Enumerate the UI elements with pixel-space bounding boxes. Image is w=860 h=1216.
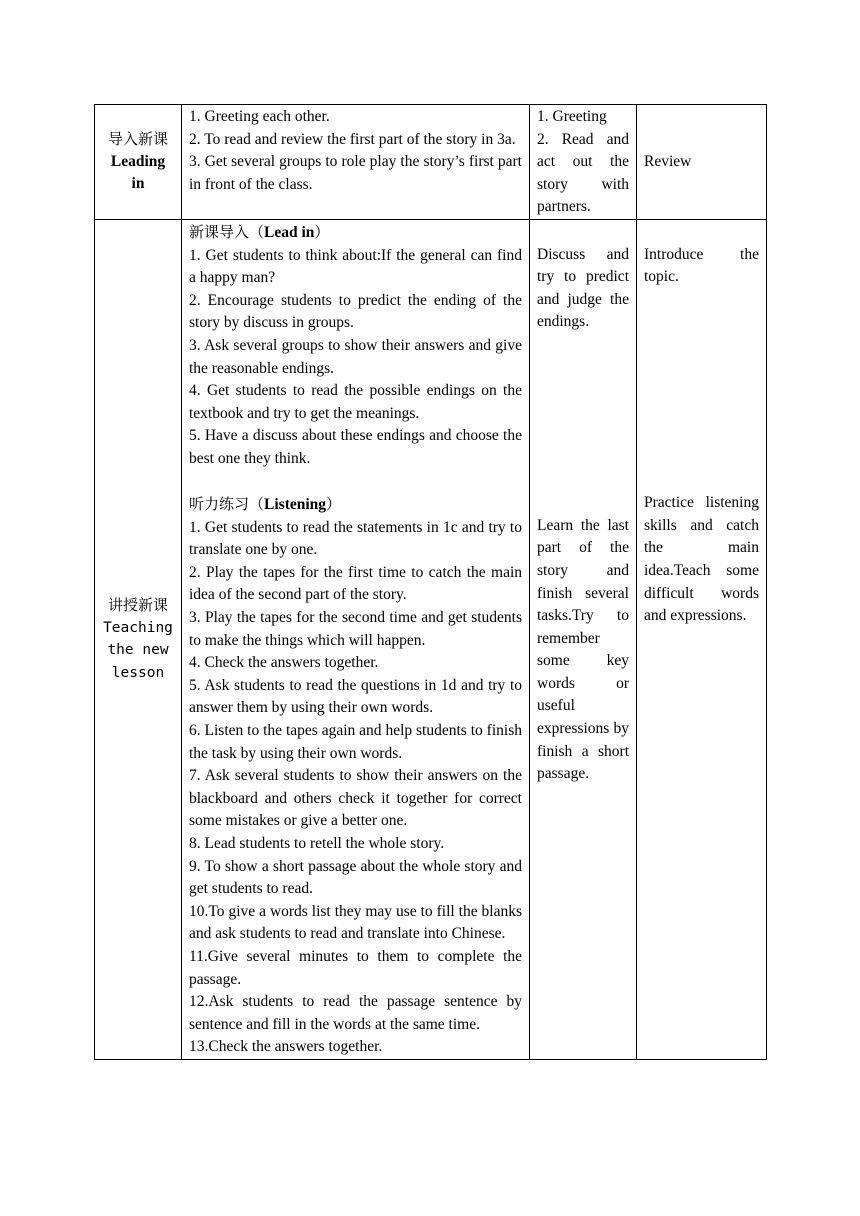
activity-item: 2. Encourage students to predict the ending of the story by discuss in groups.	[189, 291, 522, 332]
student-activity-listening: Learn the last part of the story and finish several tasks.Try to remember some key words or useful expressions by finish a short passage.	[537, 516, 629, 783]
activity-item: 5. Have a discuss about these endings and choose the best one they think.	[189, 427, 522, 467]
teacher-activity-cell	[182, 105, 530, 220]
section-heading-lead-in: 新课导入（Lead in）	[189, 222, 330, 241]
activity-item: 2. Play the tapes for the first time to catch the main idea of the second part of the story.	[189, 563, 522, 604]
activity-item: 6. Listen to the tapes again and help students to finish the task by using their own words.	[189, 722, 522, 762]
stage-title-en: lesson	[111, 665, 165, 682]
table-row	[95, 219, 767, 1059]
activity-item: 1. Greeting each other.	[189, 108, 330, 125]
student-activity-lead-in: Discuss and try to predict and judge the endings.	[537, 245, 629, 331]
student-activity-cell	[530, 105, 637, 220]
activity-item: 1. Greeting	[537, 108, 607, 125]
stage-title-zh: 导入新课	[107, 130, 168, 149]
section-heading-listening: 听力练习（Listening）	[189, 495, 342, 514]
activity-item: 5. Ask students to read the questions in 1d and try to answer them by using their own words.	[189, 676, 522, 717]
activity-item: 3. Ask several groups to show their answers and give the reasonable endings.	[189, 336, 522, 377]
activity-item: 3. Play the tapes for the second time and get students to make the things which will happen.	[189, 609, 522, 649]
stage-title-zh: 讲授新课	[107, 596, 168, 615]
table-row	[95, 105, 767, 220]
activity-item: 9. To show a short passage about the whole story and get students to read.	[189, 857, 522, 898]
activity-item: 3. Get several groups to role play the story’s first part in front of the class.	[189, 153, 522, 193]
activity-item: 2. Read and act out the story with partners.	[537, 130, 629, 216]
activity-item: 10.To give a words list they may use to fill the blanks and ask students to read and translate into Chinese.	[189, 902, 522, 943]
purpose-lead-in: Introduce the topic.	[644, 245, 759, 286]
stage-title-en: the new	[107, 642, 169, 659]
purpose-listening: Practice listening skills and catch the main idea.Teach some difficult words and expressions.	[644, 494, 759, 625]
purpose-cell	[637, 219, 767, 1059]
activity-item: 13.Check the answers together.	[189, 1038, 383, 1056]
student-activity-cell	[530, 219, 637, 1059]
activity-item: 1. Get students to read the statements in 1c and try to translate one by one.	[189, 518, 522, 559]
activity-item: 12.Ask students to read the passage sentence by sentence and fill in the words at the same time.	[189, 993, 522, 1033]
activity-item: 4. Check the answers together.	[189, 654, 379, 672]
activity-item: 7. Ask several students to show their answers on the blackboard and others check it together for correct some mistakes or give a better one.	[189, 767, 522, 830]
activity-item: 1. Get students to think about:If the general can find a happy man?	[189, 246, 522, 287]
activity-item: 2. To read and review the first part of the story in 3a.	[189, 130, 516, 148]
purpose-text: Review	[644, 153, 692, 171]
stage-title-en: Leading	[110, 152, 166, 170]
stage-title-en: Teaching	[103, 619, 173, 636]
stage-cell	[95, 219, 182, 1059]
teacher-activity-cell	[182, 219, 530, 1059]
stage-title-en: in	[131, 175, 145, 193]
activity-item: 11.Give several minutes to them to complete the passage.	[189, 947, 522, 988]
purpose-cell	[637, 105, 767, 220]
activity-item: 4. Get students to read the possible endings on the textbook and try to get the meanings.	[189, 382, 522, 422]
activity-item: 8. Lead students to retell the whole story.	[189, 835, 445, 852]
stage-cell	[95, 105, 182, 220]
lesson-plan-table	[94, 104, 767, 1060]
